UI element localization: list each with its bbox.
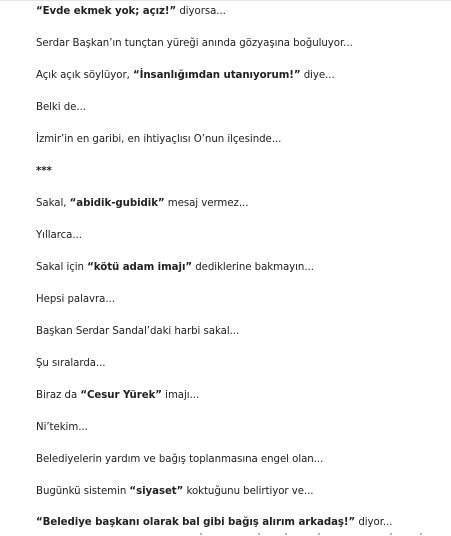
text-run: Şu sıralarda... xyxy=(36,358,106,369)
text-run: Sakal, xyxy=(36,198,70,209)
paragraph xyxy=(36,69,335,83)
paragraph xyxy=(36,453,323,467)
bold-text-run: “abidik-gubidik” xyxy=(69,198,165,209)
paragraph xyxy=(36,5,226,19)
paragraph xyxy=(36,261,314,275)
text-run: Serdar Başkan’ın tunçtan yüreği anında gözyaşına boğuluyor... xyxy=(36,38,353,49)
top-divider xyxy=(0,0,451,1)
text-run: Sakal için xyxy=(36,262,88,273)
bold-text-run: “Evde ekmek yok; açız!” xyxy=(36,6,177,17)
text-run: İzmir’in en garibi, en ihtiyaçlısı O’nun ilçesinde... xyxy=(36,134,282,145)
text-run: dediklerine bakmayın... xyxy=(192,262,314,273)
text-run: Ni’tekim... xyxy=(36,422,88,433)
paragraph xyxy=(36,133,281,147)
text-run: diyor... xyxy=(355,517,393,528)
text-run: Belediyelerin yardım ve bağış toplanmasına engel olan... xyxy=(36,454,324,465)
bold-text-run: “İnsanlığımdan utanıyorum!” xyxy=(132,70,301,81)
text-run: diye... xyxy=(300,70,335,81)
paragraph xyxy=(36,165,52,179)
text-run: Bugünkü sistemin xyxy=(36,486,130,497)
text-run: Hepsi palavra... xyxy=(36,294,115,305)
paragraph xyxy=(36,485,313,499)
paragraph xyxy=(36,101,86,115)
paragraph xyxy=(36,516,392,530)
text-run: Başkan Serdar Sandal’daki harbi sakal... xyxy=(36,326,240,337)
bold-text-run: *** xyxy=(36,166,52,177)
text-run: Yıllarca... xyxy=(36,230,82,241)
paragraph xyxy=(36,197,248,211)
bold-text-run: “siyaset” xyxy=(129,486,184,497)
paragraph xyxy=(36,37,353,51)
paragraph xyxy=(36,325,239,339)
bold-text-run: “Belediye başkanı olarak bal gibi bağış alırım arkadaş!” xyxy=(36,517,356,528)
paragraph xyxy=(36,389,199,403)
text-run: mesaj vermez... xyxy=(164,198,249,209)
paragraph xyxy=(36,293,115,307)
text-run: Biraz da xyxy=(36,390,81,401)
text-run: diyorsa... xyxy=(176,6,226,17)
bold-text-run: “kötü adam imajı” xyxy=(87,262,193,273)
text-run: Belki de... xyxy=(36,102,86,113)
text-run: imajı... xyxy=(161,390,200,401)
paragraph xyxy=(36,421,88,435)
text-run: koktuğunu belirtiyor ve... xyxy=(183,486,314,497)
bold-text-run: “Cesur Yürek” xyxy=(80,390,162,401)
text-run: Açık açık söylüyor, xyxy=(36,70,133,81)
paragraph xyxy=(36,229,82,243)
paragraph xyxy=(36,357,106,371)
